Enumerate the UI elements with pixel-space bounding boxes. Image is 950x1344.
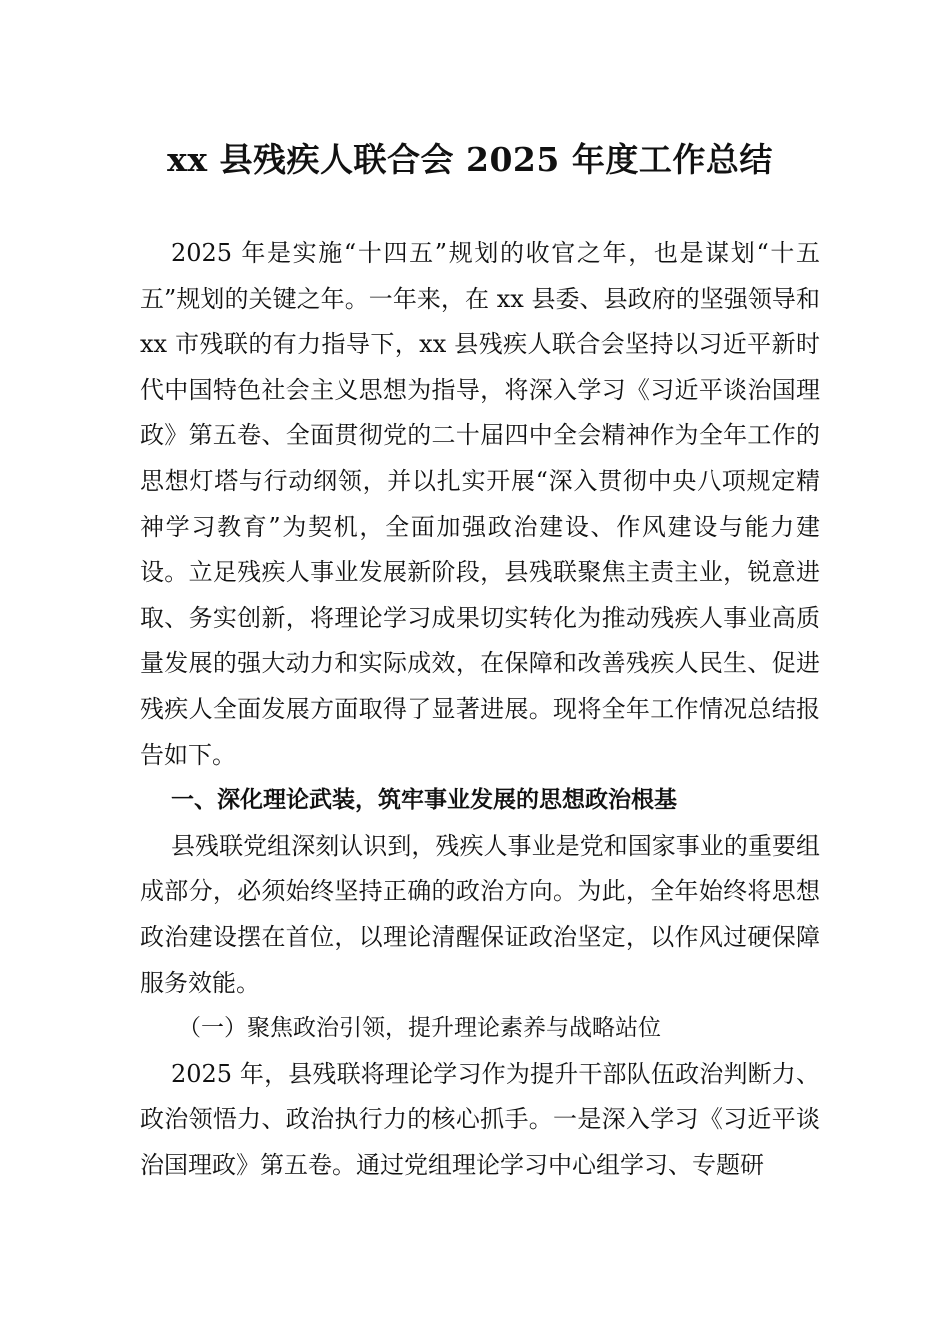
subsection-1-paragraph: 2025 年，县残联将理论学习作为提升干部队伍政治判断力、政治领悟力、政治执行力的核心抓手。一是深入学习《习近平谈治国理政》第五卷。通过党组理论学习中心组学习、专题研 (140, 1059, 820, 1179)
section-heading-1: 一、深化理论武装，筑牢事业发展的思想政治根基 (171, 787, 677, 814)
intro-paragraph: 2025 年是实施“十四五”规划的收官之年，也是谋划“十五五”规划的关键之年。一年来，在 xx 县委、县政府的坚强领导和 xx 市残联的有力指导下，xx 县残疾人联合会坚持以习近平新时代中国特色社会主义思想为指导，将深入学习《习近平谈治国理政》第五卷、全面贯彻党的二十届四中全会精神作为全年工作的思想灯塔与行动纲领，并以扎实开展“深入贯彻中央八项规定精神学习教育”为契机，全面加强政治建设、作风建设与能力建设。立足残疾人事业发展新阶段，县残联聚焦主责主业，锐意进取、务实创新，将理论学习成果切实转化为推动残疾人事业高质量发展的强大动力和实际成效，在保障和改善残疾人民生、促进残疾人全面发展方面取得了显著进展。现将全年工作情况总结报告如下。 (140, 239, 820, 769)
section-1-paragraph: 县残联党组深刻认识到，残疾人事业是党和国家事业的重要组成部分，必须始终坚持正确的政治方向。为此，全年始终将思想政治建设摆在首位，以理论清醒保证政治坚定，以作风过硬保障服务效能。 (140, 831, 820, 997)
document-body (140, 231, 820, 1188)
subsection-heading-1: （一）聚焦政治引领，提升理论素养与战略站位 (178, 1015, 661, 1042)
document-title: xx 县残疾人联合会 2025 年度工作总结 (167, 140, 773, 179)
